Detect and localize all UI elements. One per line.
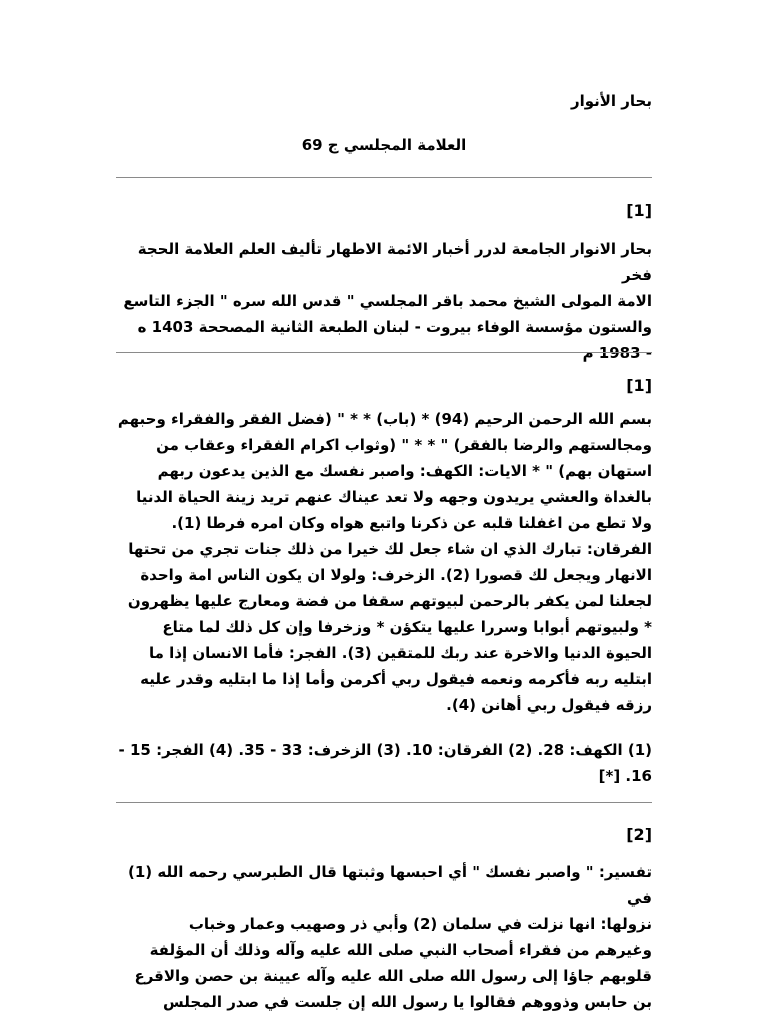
- author-volume: العلامة المجلسي ج 69: [301, 136, 467, 154]
- body-text: تفسير: " واصبر نفسك " أي احبسها وثبتها قال الطبرسي رحمه الله (1) في نزولها: انها نزلت في سلمان (2) وأبي ذر وصهيب وعمار وخباب وغيرهم من فقراء أصحاب النبي صلى الله عليه وآله وذلك أن المؤلفة قلوبهم جاؤا إلى رسول الله صلى الله عليه وآله عيينة بن حصن والاقرع بن حابس وذووهم فقالوا يا رسول الله إن جلست في صدر المجلس: [128, 863, 652, 1011]
- footnote: (1) الكهف: 28. (2) الفرقان: 10. (3) الزخرف: 33 - 35. (4) الفجر: 15 - 16. [*]: [118, 741, 652, 785]
- page-number: [1]: [626, 201, 652, 220]
- divider: [116, 177, 652, 178]
- book-title: بحار الأنوار: [570, 92, 652, 110]
- page-number: [1]: [626, 376, 652, 395]
- divider: [116, 802, 652, 803]
- page-number: [2]: [626, 825, 652, 844]
- body-text: بسم الله الرحمن الرحيم (94) * (باب) * * " (فضل الفقر والفقراء وحبهم ومجالستهم والرضا بالفقر) " * * " (وثواب اكرام الفقراء وعقاب من استهان بهم) " * الايات: الكهف: واصبر نفسك مع الذين يدعون ربهم بالغداة والعشي يريدون وجهه ولا تعد عيناك عنهم تريد زينة الحياة الدنيا ولا تطع من اغفلنا قلبه عن ذكرنا واتبع هواه وكان امره فرطا (1). الفرقان: تبارك الذي ان شاء جعل لك خيرا من ذلك جنات تجري من تحتها الانهار ويجعل لك قصورا (2). الزخرف: ولولا ان يكون الناس امة واحدة لجعلنا لمن يكفر بالرحمن لبيوتهم سقفا من فضة ومعارج عليها يظهرون * ولبيوتهم أبوابا وسررا عليها يتكؤن * وزخرفا وإن كل ذلك لما متاع الحيوة الدنيا والاخرة عند ربك للمتقين (3). الفجر: فأما الانسان إذا ما ابتليه ربه فأكرمه ونعمه فيقول ربي أكرمن وأما إذا ما ابتليه وقدر عليه رزقه فيقول ربي أهانن (4).: [117, 410, 652, 714]
- divider: [116, 352, 652, 353]
- publication-info: بحار الانوار الجامعة لدرر أخبار الائمة الاطهار تأليف العلم العلامة الحجة فخر الامة المولى الشيخ محمد باقر المجلسي " قدس الله سره " الجزء التاسع والستون مؤسسة الوفاء بيروت - لبنان الطبعة الثانية المصححة 1403 ه - 1983 م: [123, 240, 652, 362]
